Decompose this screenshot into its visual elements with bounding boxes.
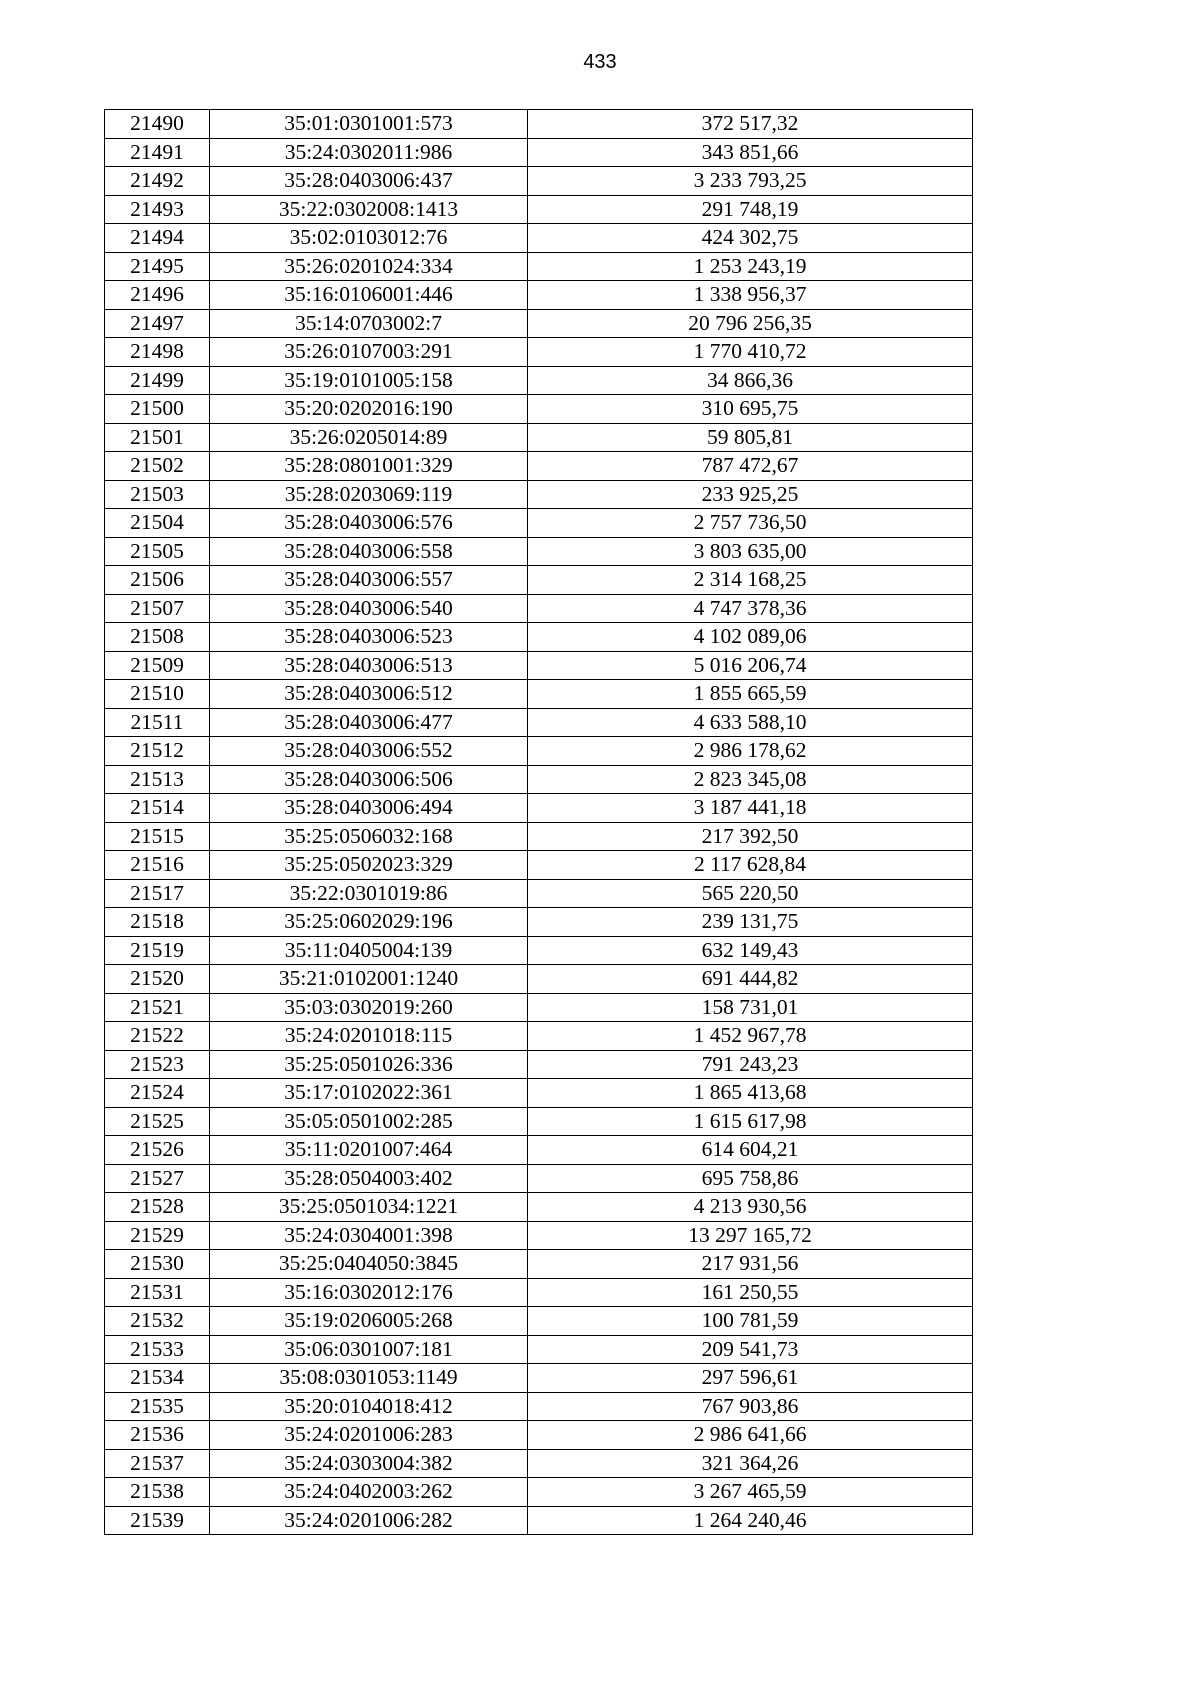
cadastral-number-cell: 35:28:0403006:513 bbox=[210, 651, 528, 680]
cadastral-number-cell: 35:11:0201007:464 bbox=[210, 1136, 528, 1165]
row-number-cell: 21511 bbox=[105, 708, 210, 737]
cadastral-number-cell: 35:06:0301007:181 bbox=[210, 1335, 528, 1364]
cadastral-number-cell: 35:16:0106001:446 bbox=[210, 281, 528, 310]
cadastral-value-cell: 1 452 967,78 bbox=[528, 1022, 973, 1051]
row-number-cell: 21516 bbox=[105, 851, 210, 880]
row-number-cell: 21524 bbox=[105, 1079, 210, 1108]
cadastral-number-cell: 35:19:0206005:268 bbox=[210, 1307, 528, 1336]
cadastral-value-cell: 614 604,21 bbox=[528, 1136, 973, 1165]
cadastral-value-cell: 239 131,75 bbox=[528, 908, 973, 937]
cadastral-value-cell: 233 925,25 bbox=[528, 480, 973, 509]
row-number-cell: 21508 bbox=[105, 623, 210, 652]
row-number-cell: 21506 bbox=[105, 566, 210, 595]
cadastral-value-cell: 59 805,81 bbox=[528, 423, 973, 452]
row-number-cell: 21498 bbox=[105, 338, 210, 367]
table-row bbox=[105, 1221, 973, 1250]
cadastral-value-cell: 695 758,86 bbox=[528, 1164, 973, 1193]
row-number-cell: 21497 bbox=[105, 309, 210, 338]
row-number-cell: 21500 bbox=[105, 395, 210, 424]
page-number: 433 bbox=[583, 51, 617, 73]
cadastral-value-cell: 3 187 441,18 bbox=[528, 794, 973, 823]
row-number-cell: 21495 bbox=[105, 252, 210, 281]
table-row bbox=[105, 822, 973, 851]
table-row bbox=[105, 566, 973, 595]
table-row bbox=[105, 1107, 973, 1136]
cadastral-number-cell: 35:14:0703002:7 bbox=[210, 309, 528, 338]
row-number-cell: 21518 bbox=[105, 908, 210, 937]
cadastral-number-cell: 35:25:0602029:196 bbox=[210, 908, 528, 937]
cadastral-value-cell: 1 855 665,59 bbox=[528, 680, 973, 709]
table-row bbox=[105, 765, 973, 794]
row-number-cell: 21532 bbox=[105, 1307, 210, 1336]
table-row bbox=[105, 1278, 973, 1307]
cadastral-number-cell: 35:28:0801001:329 bbox=[210, 452, 528, 481]
cadastral-number-cell: 35:28:0504003:402 bbox=[210, 1164, 528, 1193]
row-number-cell: 21520 bbox=[105, 965, 210, 994]
table-row bbox=[105, 965, 973, 994]
cadastral-number-cell: 35:28:0403006:552 bbox=[210, 737, 528, 766]
table-row bbox=[105, 480, 973, 509]
row-number-cell: 21536 bbox=[105, 1421, 210, 1450]
table-row bbox=[105, 737, 973, 766]
table-row bbox=[105, 1478, 973, 1507]
table-row bbox=[105, 366, 973, 395]
table-row bbox=[105, 594, 973, 623]
table-row bbox=[105, 281, 973, 310]
cadastral-number-cell: 35:25:0501026:336 bbox=[210, 1050, 528, 1079]
row-number-cell: 21539 bbox=[105, 1506, 210, 1535]
cadastral-number-cell: 35:22:0302008:1413 bbox=[210, 195, 528, 224]
cadastral-number-cell: 35:25:0506032:168 bbox=[210, 822, 528, 851]
table-row bbox=[105, 708, 973, 737]
row-number-cell: 21521 bbox=[105, 993, 210, 1022]
cadastral-value-cell: 1 865 413,68 bbox=[528, 1079, 973, 1108]
cadastral-number-cell: 35:28:0403006:512 bbox=[210, 680, 528, 709]
row-number-cell: 21525 bbox=[105, 1107, 210, 1136]
cadastral-value-cell: 217 392,50 bbox=[528, 822, 973, 851]
table-row bbox=[105, 509, 973, 538]
cadastral-number-cell: 35:24:0303004:382 bbox=[210, 1449, 528, 1478]
cadastral-number-cell: 35:28:0403006:558 bbox=[210, 537, 528, 566]
row-number-cell: 21510 bbox=[105, 680, 210, 709]
row-number-cell: 21492 bbox=[105, 167, 210, 196]
table-row bbox=[105, 1136, 973, 1165]
row-number-cell: 21534 bbox=[105, 1364, 210, 1393]
row-number-cell: 21522 bbox=[105, 1022, 210, 1051]
table-row bbox=[105, 908, 973, 937]
cadastral-number-cell: 35:24:0201018:115 bbox=[210, 1022, 528, 1051]
cadastral-number-cell: 35:05:0501002:285 bbox=[210, 1107, 528, 1136]
cadastral-number-cell: 35:03:0302019:260 bbox=[210, 993, 528, 1022]
row-number-cell: 21505 bbox=[105, 537, 210, 566]
table-row bbox=[105, 993, 973, 1022]
cadastral-number-cell: 35:26:0205014:89 bbox=[210, 423, 528, 452]
cadastral-value-cell: 3 233 793,25 bbox=[528, 167, 973, 196]
table-row bbox=[105, 1364, 973, 1393]
cadastral-value-cell: 791 243,23 bbox=[528, 1050, 973, 1079]
cadastral-number-cell: 35:25:0502023:329 bbox=[210, 851, 528, 880]
table-row bbox=[105, 879, 973, 908]
cadastral-number-cell: 35:24:0201006:283 bbox=[210, 1421, 528, 1450]
cadastral-number-cell: 35:28:0403006:494 bbox=[210, 794, 528, 823]
row-number-cell: 21507 bbox=[105, 594, 210, 623]
row-number-cell: 21490 bbox=[105, 110, 210, 139]
cadastral-value-table bbox=[104, 109, 973, 1535]
row-number-cell: 21517 bbox=[105, 879, 210, 908]
row-number-cell: 21502 bbox=[105, 452, 210, 481]
cadastral-value-cell: 3 803 635,00 bbox=[528, 537, 973, 566]
cadastral-value-cell: 424 302,75 bbox=[528, 224, 973, 253]
cadastral-value-cell: 565 220,50 bbox=[528, 879, 973, 908]
table-row bbox=[105, 851, 973, 880]
row-number-cell: 21527 bbox=[105, 1164, 210, 1193]
table-row bbox=[105, 1022, 973, 1051]
table-row bbox=[105, 936, 973, 965]
row-number-cell: 21537 bbox=[105, 1449, 210, 1478]
table-row bbox=[105, 1449, 973, 1478]
cadastral-number-cell: 35:17:0102022:361 bbox=[210, 1079, 528, 1108]
table-row bbox=[105, 1164, 973, 1193]
row-number-cell: 21501 bbox=[105, 423, 210, 452]
cadastral-number-cell: 35:02:0103012:76 bbox=[210, 224, 528, 253]
cadastral-value-cell: 158 731,01 bbox=[528, 993, 973, 1022]
cadastral-number-cell: 35:11:0405004:139 bbox=[210, 936, 528, 965]
row-number-cell: 21496 bbox=[105, 281, 210, 310]
cadastral-value-cell: 2 986 178,62 bbox=[528, 737, 973, 766]
cadastral-value-cell: 34 866,36 bbox=[528, 366, 973, 395]
table-row bbox=[105, 138, 973, 167]
cadastral-value-cell: 632 149,43 bbox=[528, 936, 973, 965]
table-row bbox=[105, 1335, 973, 1364]
cadastral-value-cell: 2 314 168,25 bbox=[528, 566, 973, 595]
table-row bbox=[105, 224, 973, 253]
cadastral-value-cell: 4 102 089,06 bbox=[528, 623, 973, 652]
cadastral-value-cell: 209 541,73 bbox=[528, 1335, 973, 1364]
row-number-cell: 21504 bbox=[105, 509, 210, 538]
cadastral-number-cell: 35:19:0101005:158 bbox=[210, 366, 528, 395]
table-row bbox=[105, 1050, 973, 1079]
cadastral-value-cell: 20 796 256,35 bbox=[528, 309, 973, 338]
table-row bbox=[105, 452, 973, 481]
cadastral-value-cell: 13 297 165,72 bbox=[528, 1221, 973, 1250]
cadastral-value-cell: 4 633 588,10 bbox=[528, 708, 973, 737]
cadastral-value-cell: 787 472,67 bbox=[528, 452, 973, 481]
table-row bbox=[105, 395, 973, 424]
row-number-cell: 21526 bbox=[105, 1136, 210, 1165]
row-number-cell: 21531 bbox=[105, 1278, 210, 1307]
cadastral-number-cell: 35:28:0403006:437 bbox=[210, 167, 528, 196]
row-number-cell: 21538 bbox=[105, 1478, 210, 1507]
cadastral-number-cell: 35:28:0203069:119 bbox=[210, 480, 528, 509]
row-number-cell: 21493 bbox=[105, 195, 210, 224]
cadastral-number-cell: 35:26:0107003:291 bbox=[210, 338, 528, 367]
table-row bbox=[105, 651, 973, 680]
cadastral-value-cell: 100 781,59 bbox=[528, 1307, 973, 1336]
row-number-cell: 21503 bbox=[105, 480, 210, 509]
row-number-cell: 21514 bbox=[105, 794, 210, 823]
row-number-cell: 21528 bbox=[105, 1193, 210, 1222]
table-row bbox=[105, 195, 973, 224]
cadastral-value-cell: 4 747 378,36 bbox=[528, 594, 973, 623]
row-number-cell: 21499 bbox=[105, 366, 210, 395]
cadastral-value-cell: 1 264 240,46 bbox=[528, 1506, 973, 1535]
cadastral-value-cell: 767 903,86 bbox=[528, 1392, 973, 1421]
cadastral-value-cell: 343 851,66 bbox=[528, 138, 973, 167]
cadastral-value-cell: 1 253 243,19 bbox=[528, 252, 973, 281]
cadastral-number-cell: 35:20:0104018:412 bbox=[210, 1392, 528, 1421]
table-body bbox=[105, 110, 973, 1535]
cadastral-value-cell: 2 823 345,08 bbox=[528, 765, 973, 794]
row-number-cell: 21494 bbox=[105, 224, 210, 253]
table-row bbox=[105, 309, 973, 338]
cadastral-value-cell: 3 267 465,59 bbox=[528, 1478, 973, 1507]
cadastral-number-cell: 35:28:0403006:576 bbox=[210, 509, 528, 538]
cadastral-number-cell: 35:24:0201006:282 bbox=[210, 1506, 528, 1535]
cadastral-value-cell: 1 615 617,98 bbox=[528, 1107, 973, 1136]
table-row bbox=[105, 623, 973, 652]
row-number-cell: 21523 bbox=[105, 1050, 210, 1079]
row-number-cell: 21530 bbox=[105, 1250, 210, 1279]
row-number-cell: 21491 bbox=[105, 138, 210, 167]
cadastral-number-cell: 35:24:0402003:262 bbox=[210, 1478, 528, 1507]
table-row bbox=[105, 252, 973, 281]
table-row bbox=[105, 680, 973, 709]
cadastral-number-cell: 35:28:0403006:523 bbox=[210, 623, 528, 652]
cadastral-number-cell: 35:08:0301053:1149 bbox=[210, 1364, 528, 1393]
cadastral-value-cell: 2 117 628,84 bbox=[528, 851, 973, 880]
cadastral-number-cell: 35:25:0404050:3845 bbox=[210, 1250, 528, 1279]
cadastral-value-cell: 291 748,19 bbox=[528, 195, 973, 224]
table-row bbox=[105, 1421, 973, 1450]
cadastral-value-cell: 4 213 930,56 bbox=[528, 1193, 973, 1222]
table-row bbox=[105, 794, 973, 823]
table-row bbox=[105, 167, 973, 196]
cadastral-number-cell: 35:24:0302011:986 bbox=[210, 138, 528, 167]
cadastral-value-cell: 321 364,26 bbox=[528, 1449, 973, 1478]
table-row bbox=[105, 1193, 973, 1222]
cadastral-number-cell: 35:01:0301001:573 bbox=[210, 110, 528, 139]
cadastral-value-cell: 372 517,32 bbox=[528, 110, 973, 139]
cadastral-value-cell: 161 250,55 bbox=[528, 1278, 973, 1307]
cadastral-value-cell: 5 016 206,74 bbox=[528, 651, 973, 680]
cadastral-value-cell: 2 986 641,66 bbox=[528, 1421, 973, 1450]
table-row bbox=[105, 1079, 973, 1108]
cadastral-value-cell: 691 444,82 bbox=[528, 965, 973, 994]
cadastral-value-cell: 297 596,61 bbox=[528, 1364, 973, 1393]
row-number-cell: 21529 bbox=[105, 1221, 210, 1250]
cadastral-number-cell: 35:28:0403006:477 bbox=[210, 708, 528, 737]
cadastral-value-cell: 217 931,56 bbox=[528, 1250, 973, 1279]
row-number-cell: 21533 bbox=[105, 1335, 210, 1364]
row-number-cell: 21509 bbox=[105, 651, 210, 680]
cadastral-value-cell: 1 338 956,37 bbox=[528, 281, 973, 310]
row-number-cell: 21535 bbox=[105, 1392, 210, 1421]
table-row bbox=[105, 1392, 973, 1421]
row-number-cell: 21515 bbox=[105, 822, 210, 851]
cadastral-number-cell: 35:25:0501034:1221 bbox=[210, 1193, 528, 1222]
cadastral-value-cell: 310 695,75 bbox=[528, 395, 973, 424]
row-number-cell: 21513 bbox=[105, 765, 210, 794]
cadastral-number-cell: 35:28:0403006:506 bbox=[210, 765, 528, 794]
row-number-cell: 21519 bbox=[105, 936, 210, 965]
cadastral-number-cell: 35:24:0304001:398 bbox=[210, 1221, 528, 1250]
cadastral-number-cell: 35:28:0403006:557 bbox=[210, 566, 528, 595]
table-row bbox=[105, 110, 973, 139]
cadastral-number-cell: 35:28:0403006:540 bbox=[210, 594, 528, 623]
cadastral-number-cell: 35:21:0102001:1240 bbox=[210, 965, 528, 994]
cadastral-number-cell: 35:22:0301019:86 bbox=[210, 879, 528, 908]
cadastral-number-cell: 35:16:0302012:176 bbox=[210, 1278, 528, 1307]
table-row bbox=[105, 537, 973, 566]
row-number-cell: 21512 bbox=[105, 737, 210, 766]
cadastral-value-cell: 2 757 736,50 bbox=[528, 509, 973, 538]
table-row bbox=[105, 1506, 973, 1535]
cadastral-number-cell: 35:20:0202016:190 bbox=[210, 395, 528, 424]
table-row bbox=[105, 338, 973, 367]
cadastral-value-cell: 1 770 410,72 bbox=[528, 338, 973, 367]
table-row bbox=[105, 423, 973, 452]
table-row bbox=[105, 1307, 973, 1336]
table-row bbox=[105, 1250, 973, 1279]
cadastral-number-cell: 35:26:0201024:334 bbox=[210, 252, 528, 281]
